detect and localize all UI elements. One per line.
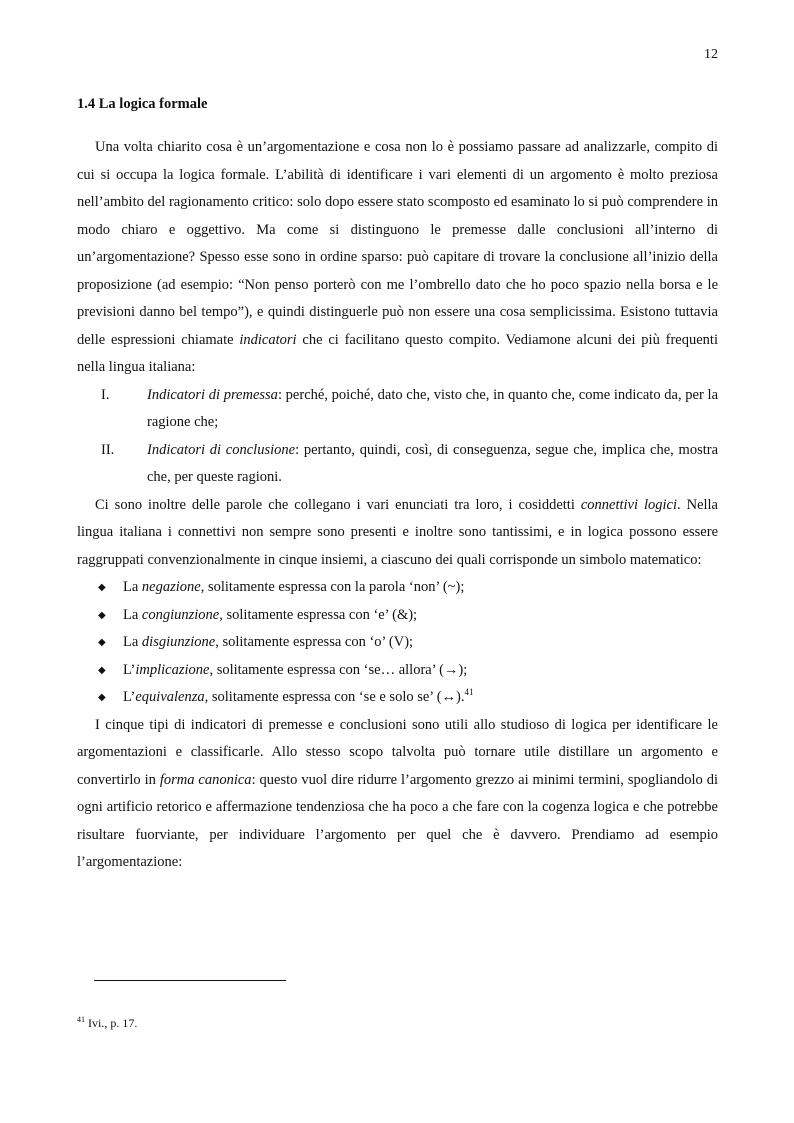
list-item (77, 382, 718, 437)
footnote-divider (94, 980, 286, 981)
term-indicatori: indicatori (239, 331, 297, 348)
connective-article: La (123, 579, 142, 595)
indicator-term: Indicatori di premessa (147, 386, 278, 403)
list-item (77, 437, 718, 492)
paragraph-intro-text-end: che ci facilitano questo compito. Vediamone alcuni dei più frequenti nella lingua italiana: (77, 331, 718, 375)
connective-description: , solitamente espressa con ‘e’ (&); (219, 606, 418, 623)
connective-term: disgiunzione (141, 634, 216, 650)
paragraph-connectives-text-end: . Nella lingua italiana i connettivi non sempre sono presenti e inoltre sono tantissimi, e in logica possono essere raggruppati convenzionalmente in cinque insiemi, a ciascuno dei quali corrisponde un simbolo matematico: (77, 496, 718, 568)
list-item (77, 602, 718, 630)
term-forma-canonica: forma canonica (159, 771, 252, 788)
connective-term: negazione (141, 579, 201, 595)
indicator-description: : pertanto, quindi, così, di conseguenza, segue che, implica che, mostra che, per queste ragioni. (147, 441, 719, 485)
connective-term: implicazione (135, 661, 210, 678)
connective-list (77, 574, 718, 712)
connective-description: , solitamente espressa con ‘se… allora’ (→); (209, 661, 468, 678)
list-item (77, 657, 718, 685)
list-item (77, 684, 718, 712)
list-marker: I. (101, 386, 110, 403)
term-connettivi-logici: connettivi logici (580, 496, 677, 513)
list-item-text (123, 602, 718, 630)
page-number: 12 (704, 47, 718, 62)
indicator-description: : perché, poiché, dato che, visto che, in quanto che, come indicato da, per la ragione che; (147, 386, 718, 430)
paragraph-canonical-form (77, 712, 718, 877)
paragraph-connectives-text: Ci sono inoltre delle parole che collegano i vari enunciati tra loro, i cosiddetti (95, 496, 581, 513)
list-item-text (147, 437, 718, 492)
footnote-reference[interactable]: 41 (464, 687, 474, 698)
connective-term: congiunzione (141, 606, 220, 623)
connective-description: , solitamente espressa con ‘o’ (V); (215, 634, 414, 650)
list-item-text (123, 629, 718, 657)
connective-description: , solitamente espressa con ‘se e solo se’ (↔). (204, 689, 465, 705)
connective-article: La (123, 634, 142, 650)
paragraph-intro-text: Una volta chiarito cosa è un’argomentazione e cosa non lo è possiamo passare ad analizzarle, compito di cui si occupa la logica formale. L’abilità di identificare i vari elementi di un argomento è molto preziosa nell’ambito del ragionamento critico: solo dopo essere stato scomposto ed esaminato lo si può comprendere in modo chiaro e oggettivo. Ma come si distinguono le premesse dalle conclusioni all’interno di un’argomentazione? Spesso esse sono in ordine sparso: può capitare di trovare la conclusione all’inizio della proposizione (ad esempio: “Non penso porterò con me l’ombrello dato che ho poco spazio nella borsa e le previsioni danno bel tempo”), e quindi distinguerle può non essere una cosa semplicissima. Esistono tuttavia delle espressioni chiamate (77, 139, 718, 348)
list-item-text (147, 382, 718, 437)
connective-article: L’ (123, 661, 136, 678)
footnote (77, 1016, 137, 1031)
paragraph-intro (77, 134, 718, 382)
diamond-bullet-icon: ◆ (98, 692, 106, 703)
footnote-number: 41 (77, 1015, 85, 1024)
connective-description: , solitamente espressa con la parola ‘non’ (~); (200, 579, 465, 595)
connective-article: La (123, 606, 142, 623)
list-item (77, 629, 718, 657)
paragraph-connectives (77, 492, 718, 575)
list-item-text (123, 657, 718, 685)
connective-article: L’ (123, 689, 136, 705)
body-text (77, 134, 718, 877)
paragraph-canonical-text: I cinque tipi di indicatori di premesse e conclusioni sono utili allo studioso di logica per identificare le argomentazioni e classificarle. Allo stesso scopo talvolta può tornare utile distillare un argomento e convertirlo in (77, 716, 718, 788)
list-marker: II. (101, 441, 115, 458)
diamond-bullet-icon: ◆ (98, 609, 106, 621)
paragraph-canonical-text-end: : questo vuol dire ridurre l’argomento grezzo ai minimi termini, spogliandolo di ogni artificio retorico e affermazione tendenziosa che ha poco a che fare con la cogenza logica e che potrebbe risultare fuorviante, per individuare l’argomento per quel che è davvero. Prendiamo ad esempio l’argomentazione: (77, 771, 718, 870)
diamond-bullet-icon: ◆ (98, 664, 106, 676)
list-item-text (123, 684, 718, 712)
connective-term: equivalenza (135, 689, 205, 705)
footnote-text: Ivi., p. 17. (88, 1016, 138, 1030)
indicator-list (77, 382, 718, 492)
diamond-bullet-icon: ◆ (98, 637, 106, 648)
list-item-text (123, 574, 718, 602)
section-title: 1.4 La logica formale (77, 96, 208, 112)
indicator-term: Indicatori di conclusione (147, 441, 296, 458)
list-item (77, 574, 718, 602)
diamond-bullet-icon: ◆ (98, 582, 106, 593)
